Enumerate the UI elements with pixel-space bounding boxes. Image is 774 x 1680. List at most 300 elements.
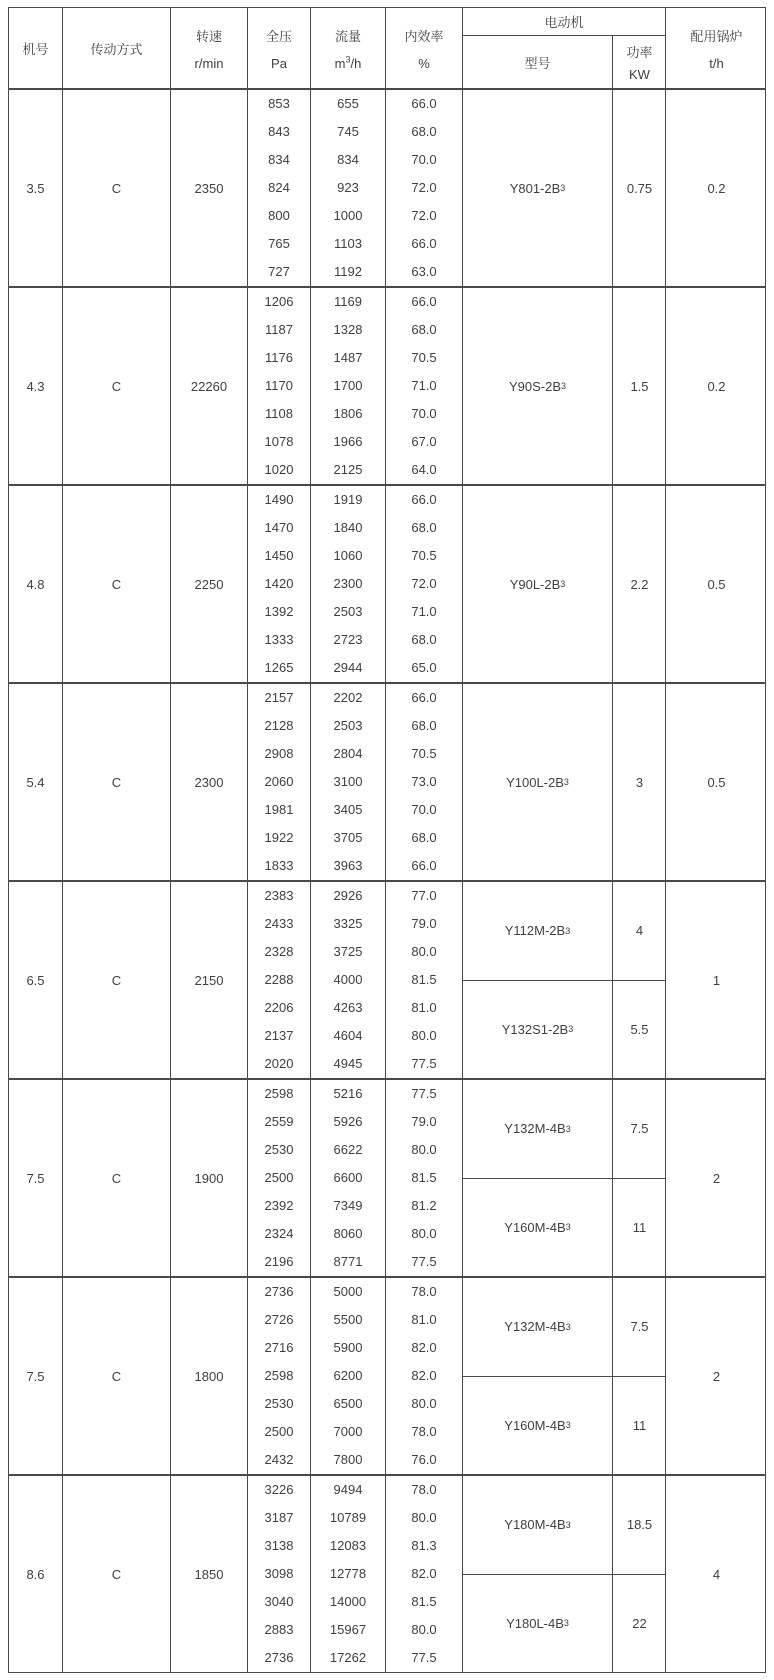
flow-value: 6200 [333,1368,363,1383]
table-block [9,1476,765,1672]
flow-value: 4945 [333,1056,363,1071]
speed-cell: 2250 [171,486,248,682]
boiler-cell: 0.2 [707,378,726,394]
flow-stack [311,1278,386,1474]
fan-number-cell: 5.4 [9,684,63,880]
drive-type-cell: C [63,486,171,682]
efficiency-value: 77.5 [411,1056,437,1071]
flow-value: 2944 [333,660,363,675]
table-block [9,288,765,486]
pressure-value: 2908 [264,746,294,761]
speed-cell: 1800 [171,1278,248,1474]
pressure-value: 2500 [264,1424,294,1439]
motor-model-text: Y132M-4B [504,1121,566,1137]
header-speed [171,8,248,88]
header-efficiency-unit: % [418,55,430,71]
flow-value: 1169 [334,294,362,309]
flow-value: 4604 [333,1028,363,1043]
fan-number-cell: 7.5 [9,1080,63,1276]
flow-value: 8060 [333,1226,363,1241]
motor-power-cell: 5.5 [630,1021,649,1037]
table-block [9,486,765,684]
efficiency-value: 81.5 [411,1170,437,1185]
drive-type-cell: C [63,1278,171,1474]
fan-number-cell: 4.8 [9,486,63,682]
drive-type-cell: C [63,1476,171,1672]
efficiency-value: 65.0 [411,660,437,675]
table-block [9,684,765,882]
motor-model-text: Y90L-2B [509,576,561,592]
pressure-stack [248,1080,311,1276]
motor-model-text: Y180L-4B [506,1615,564,1631]
efficiency-value: 72.0 [411,208,437,223]
efficiency-value: 70.0 [411,152,437,167]
efficiency-value: 81.2 [411,1198,437,1213]
motor-model-text: Y160M-4B [504,1417,566,1433]
pressure-value: 2206 [264,1000,294,1015]
flow-value: 5500 [333,1312,363,1327]
efficiency-value: 71.0 [411,378,437,393]
flow-stack [311,90,386,286]
flow-value: 7000 [333,1424,363,1439]
flow-value: 1328 [333,322,363,337]
flow-value: 1700 [333,378,363,393]
motor-row [463,1476,665,1574]
boiler-cell: 0.5 [707,576,726,592]
pressure-value: 3098 [264,1566,294,1581]
flow-value: 655 [337,96,359,111]
header-fan-number [9,8,63,88]
flow-value: 5926 [333,1114,363,1129]
flow-value: 1840 [333,520,363,535]
pressure-value: 2157 [264,690,294,705]
flow-value: 2723 [333,632,363,647]
flow-value: 2503 [333,718,363,733]
efficiency-value: 66.0 [411,294,437,309]
efficiency-value: 66.0 [411,236,437,251]
pressure-value: 2383 [264,888,294,903]
efficiency-stack [386,882,463,1078]
flow-value: 3325 [333,916,363,931]
motor-row [463,1178,665,1277]
pressure-value: 3187 [264,1510,294,1525]
pressure-value: 2324 [264,1226,294,1241]
motor-model-cell: Y160M-4B 3 [463,1377,613,1475]
efficiency-value: 67.0 [411,434,437,449]
efficiency-value: 77.5 [411,1254,437,1269]
motor-group [463,1278,666,1474]
motor-row [463,1278,665,1376]
pressure-value: 3138 [264,1538,294,1553]
efficiency-value: 72.0 [411,576,437,591]
pressure-value: 1020 [264,462,294,477]
efficiency-value: 76.0 [411,1452,437,1467]
pressure-value: 2432 [264,1452,294,1467]
motor-row [463,90,665,286]
flow-value: 15967 [329,1622,367,1637]
motor-model-cell: Y132M-4B 3 [463,1278,613,1376]
boiler-cell: 4 [712,1566,721,1582]
boiler-cell: 0.5 [707,774,726,790]
motor-power-cell: 7.5 [630,1121,649,1137]
fan-number-cell: 6.5 [9,882,63,1078]
flow-value: 3405 [333,802,363,817]
efficiency-value: 63.0 [411,264,437,279]
boiler-cell: 0.2 [707,180,726,196]
header-boiler-unit: t/h [709,55,724,71]
speed-cell: 22260 [171,288,248,484]
flow-value: 1000 [333,208,363,223]
efficiency-value: 80.0 [411,1142,437,1157]
motor-row [463,1574,665,1673]
pressure-value: 3040 [264,1594,294,1609]
pressure-value: 1470 [264,520,294,535]
speed-cell: 2350 [171,90,248,286]
header-boiler [666,8,767,88]
motor-power-cell: 3 [635,774,644,790]
header-motor-model-label: 型号 [524,55,551,71]
header-drive-type [63,8,171,88]
pressure-value: 2736 [264,1284,294,1299]
pressure-value: 2392 [264,1198,294,1213]
motor-model-cell: Y180L-4B 3 [463,1575,613,1673]
motor-power-cell: 0.75 [626,180,653,196]
efficiency-value: 79.0 [411,916,437,931]
flow-value: 8771 [333,1254,363,1269]
pressure-value: 1981 [264,802,294,817]
motor-row [463,1376,665,1475]
motor-model-text: Y90S-2B [508,378,562,394]
pressure-value: 2716 [264,1340,294,1355]
motor-model-text: Y112M-2B [504,923,566,939]
efficiency-stack [386,1278,463,1474]
motor-power-cell: 1.5 [630,378,649,394]
flow-value: 10789 [329,1510,367,1525]
efficiency-value: 82.0 [411,1368,437,1383]
flow-stack [311,288,386,484]
efficiency-value: 79.0 [411,1114,437,1129]
efficiency-value: 68.0 [411,718,437,733]
table-header [9,8,765,90]
flow-stack [311,882,386,1078]
efficiency-value: 82.0 [411,1566,437,1581]
header-pressure-unit: Pa [271,55,287,71]
efficiency-value: 70.0 [411,802,437,817]
flow-value: 1919 [333,492,363,507]
efficiency-value: 66.0 [411,690,437,705]
pressure-value: 1265 [264,660,294,675]
header-motor-subrow [463,36,665,88]
header-speed-unit: r/min [194,55,224,71]
pressure-stack [248,1278,311,1474]
efficiency-value: 80.0 [411,1028,437,1043]
header-drive-type-label: 传动方式 [90,41,143,57]
efficiency-stack [386,1476,463,1672]
efficiency-value: 68.0 [411,322,437,337]
pressure-value: 2598 [264,1086,294,1101]
pressure-stack [248,90,311,286]
pressure-value: 1108 [265,406,293,421]
flow-value: 5900 [333,1340,363,1355]
flow-value: 6622 [333,1142,363,1157]
pressure-value: 1187 [265,322,293,337]
efficiency-value: 81.0 [411,1000,437,1015]
motor-model-text: Y180M-4B [504,1517,566,1533]
pressure-value: 834 [268,152,290,167]
flow-value: 4000 [333,972,363,987]
header-speed-label: 转速 [195,28,222,44]
pressure-stack [248,1476,311,1672]
pressure-value: 2060 [264,774,294,789]
speed-cell: 2150 [171,882,248,1078]
flow-value: 3100 [333,774,363,789]
header-flow-unit: $m^3/h$ [334,54,362,71]
motor-power-cell: 11 [632,1219,647,1235]
efficiency-value: 66.0 [411,492,437,507]
motor-power-cell: 2.2 [630,576,649,592]
boiler-cell: 2 [712,1368,721,1384]
motor-model-cell: Y90L-2B 3 [463,486,613,682]
pressure-value: 853 [268,96,290,111]
motor-row [463,980,665,1079]
efficiency-value: 80.0 [411,944,437,959]
flow-value: 6500 [333,1396,363,1411]
flow-stack [311,486,386,682]
flow-value: 7800 [333,1452,363,1467]
motor-group [463,684,666,880]
efficiency-value: 68.0 [411,830,437,845]
motor-model-text: Y132S1-2B [501,1021,569,1037]
motor-model-cell: Y100L-2B 3 [463,684,613,880]
motor-model-cell: Y160M-4B 3 [463,1179,613,1277]
pressure-value: 2726 [264,1312,294,1327]
pressure-value: 800 [268,208,290,223]
motor-group [463,882,666,1078]
pressure-value: 1176 [265,350,293,365]
motor-model-cell: Y132M-4B 3 [463,1080,613,1178]
flow-value: 3725 [333,944,363,959]
efficiency-value: 70.5 [411,350,437,365]
header-pressure [248,8,311,88]
pressure-value: 1922 [264,830,294,845]
efficiency-value: 68.0 [411,520,437,535]
pressure-value: 2530 [264,1396,294,1411]
pressure-value: 824 [268,180,290,195]
pressure-stack [248,882,311,1078]
efficiency-value: 81.5 [411,972,437,987]
drive-type-cell: C [63,882,171,1078]
motor-group [463,1080,666,1276]
motor-model-cell: Y90S-2B 3 [463,288,613,484]
header-flow-label: 流量 [334,28,361,44]
pressure-value: 2736 [264,1650,294,1665]
pressure-value: 843 [268,124,290,139]
motor-row [463,882,665,980]
header-boiler-label: 配用锅炉 [690,28,743,44]
speed-cell: 2300 [171,684,248,880]
flow-value: 2503 [333,604,363,619]
flow-value: 2300 [333,576,363,591]
flow-value: 1060 [333,548,363,563]
pressure-value: 2020 [264,1056,294,1071]
fan-spec-table [8,7,766,1673]
boiler-cell: 1 [712,972,721,988]
efficiency-value: 72.0 [411,180,437,195]
pressure-value: 1490 [264,492,294,507]
pressure-value: 727 [268,264,290,279]
efficiency-value: 78.0 [411,1284,437,1299]
drive-type-cell: C [63,684,171,880]
efficiency-value: 77.5 [411,1086,437,1101]
efficiency-value: 78.0 [411,1482,437,1497]
flow-value: 1192 [334,264,362,279]
motor-row [463,1080,665,1178]
speed-cell: 1900 [171,1080,248,1276]
drive-type-cell: C [63,288,171,484]
pressure-value: 2530 [264,1142,294,1157]
flow-value: 745 [337,124,359,139]
motor-model-text: Y160M-4B [504,1219,566,1235]
pressure-value: 2883 [264,1622,294,1637]
efficiency-value: 66.0 [411,858,437,873]
flow-value: 5216 [333,1086,363,1101]
flow-value: 12083 [329,1538,367,1553]
flow-stack [311,1080,386,1276]
header-motor-power-label: 功率 [626,45,653,60]
pressure-value: 1833 [264,858,294,873]
efficiency-value: 80.0 [411,1226,437,1241]
pressure-value: 1333 [264,632,294,647]
flow-value: 2125 [333,462,363,477]
flow-value: 6600 [333,1170,363,1185]
efficiency-value: 77.0 [411,888,437,903]
flow-value: 1966 [333,434,363,449]
efficiency-value: 68.0 [411,124,437,139]
fan-number-cell: 3.5 [9,90,63,286]
flow-stack [311,684,386,880]
efficiency-stack [386,684,463,880]
table-body [9,90,765,1672]
header-motor-label: 电动机 [463,8,665,36]
flow-value: 14000 [329,1594,367,1609]
efficiency-value: 81.3 [411,1538,437,1553]
flow-value: 1806 [333,406,363,421]
pressure-value: 2128 [264,718,294,733]
table-block [9,1278,765,1476]
efficiency-value: 70.0 [411,406,437,421]
pressure-value: 2288 [264,972,294,987]
header-pressure-label: 全压 [265,28,292,44]
header-efficiency-label: 内效率 [404,28,444,44]
efficiency-value: 81.0 [411,1312,437,1327]
flow-value: 3705 [333,830,363,845]
pressure-value: 1420 [264,576,294,591]
efficiency-stack [386,288,463,484]
flow-value: 1103 [334,236,362,251]
boiler-cell: 2 [712,1170,721,1186]
efficiency-value: 80.0 [411,1510,437,1525]
pressure-stack [248,288,311,484]
motor-group [463,288,666,484]
motor-row [463,684,665,880]
flow-value: 2202 [333,690,363,705]
speed-cell: 1850 [171,1476,248,1672]
motor-power-cell: 7.5 [630,1319,649,1335]
table-block [9,90,765,288]
header-fan-number-label: 机号 [22,41,49,57]
pressure-value: 1206 [264,294,294,309]
flow-value: 12778 [329,1566,367,1581]
motor-model-text: Y100L-2B [506,774,564,790]
header-motor-power [613,36,666,88]
efficiency-value: 64.0 [411,462,437,477]
pressure-stack [248,486,311,682]
motor-power-cell: 18.5 [626,1517,653,1533]
motor-row [463,288,665,484]
flow-value: 923 [337,180,359,195]
motor-model-cell: Y180M-4B 3 [463,1476,613,1574]
efficiency-value: 78.0 [411,1424,437,1439]
efficiency-stack [386,1080,463,1276]
flow-stack [311,1476,386,1672]
efficiency-stack [386,90,463,286]
fan-number-cell: 7.5 [9,1278,63,1474]
efficiency-value: 73.0 [411,774,437,789]
flow-value: 4263 [333,1000,363,1015]
motor-row [463,486,665,682]
flow-value: 17262 [329,1650,367,1665]
flow-value: 9494 [333,1482,363,1497]
pressure-value: 2196 [264,1254,294,1269]
efficiency-value: 68.0 [411,632,437,647]
efficiency-value: 70.5 [411,548,437,563]
motor-power-cell: 22 [632,1615,647,1631]
pressure-value: 765 [268,236,290,251]
fan-number-cell: 4.3 [9,288,63,484]
header-motor-model [463,36,613,88]
pressure-stack [248,684,311,880]
motor-power-cell: 4 [635,923,644,939]
pressure-value: 3226 [264,1482,294,1497]
fan-number-cell: 8.6 [9,1476,63,1672]
motor-group [463,90,666,286]
efficiency-value: 80.0 [411,1396,437,1411]
efficiency-value: 70.5 [411,746,437,761]
drive-type-cell: C [63,1080,171,1276]
header-motor-group [463,8,666,88]
efficiency-value: 66.0 [411,96,437,111]
motor-model-text: Y132M-4B [504,1319,566,1335]
flow-value: 7349 [333,1198,363,1213]
efficiency-value: 82.0 [411,1340,437,1355]
pressure-value: 2559 [264,1114,294,1129]
flow-value: 1487 [333,350,363,365]
pressure-value: 2433 [264,916,294,931]
motor-model-cell: Y112M-2B 3 [463,882,613,980]
drive-type-cell: C [63,90,171,286]
flow-value: 2804 [333,746,363,761]
pressure-value: 2598 [264,1368,294,1383]
efficiency-value: 77.5 [411,1650,437,1665]
pressure-value: 1170 [265,378,293,393]
motor-group [463,1476,666,1672]
pressure-value: 2328 [264,944,294,959]
pressure-value: 1078 [264,434,294,449]
motor-power-cell: 11 [632,1417,647,1433]
pressure-value: 2500 [264,1170,294,1185]
pressure-value: 1450 [264,548,294,563]
table-block [9,1080,765,1278]
